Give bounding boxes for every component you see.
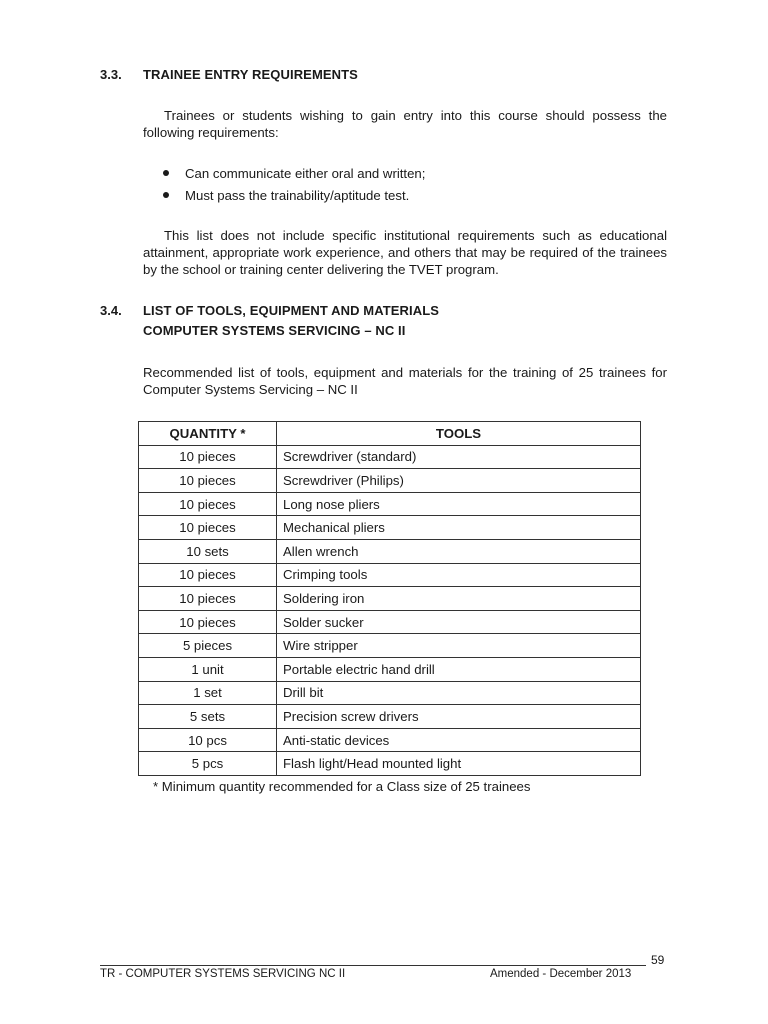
page-number: 59 [651,953,665,967]
tool-cell: Long nose pliers [277,492,641,516]
footer-amendment-date: Amended - December 2013 [490,968,632,980]
quantity-cell: 10 pieces [139,610,277,634]
tool-cell: Wire stripper [277,634,641,658]
intro-paragraph: Trainees or students wishing to gain entry into this course should possess the following requirements: [143,108,667,140]
quantity-cell: 10 pieces [139,563,277,587]
tool-cell: Solder sucker [277,610,641,634]
quantity-cell: 10 pieces [139,587,277,611]
table-row [139,705,641,729]
table-row [139,752,641,776]
quantity-cell: 5 sets [139,705,277,729]
bullet-icon [163,192,169,198]
quantity-cell: 10 pieces [139,492,277,516]
table-footnote: * Minimum quantity recommended for a Class size of 25 trainees [153,779,531,794]
tool-cell: Flash light/Head mounted light [277,752,641,776]
section-number: 3.4. [100,303,122,318]
tools-column-header: TOOLS [277,422,641,446]
table-row [139,492,641,516]
quantity-cell: 10 pcs [139,728,277,752]
tool-cell: Crimping tools [277,563,641,587]
quantity-cell: 10 pieces [139,516,277,540]
table-row [139,587,641,611]
tool-cell: Allen wrench [277,539,641,563]
tool-cell: Portable electric hand drill [277,657,641,681]
tools-table [138,421,641,776]
table-row [139,681,641,705]
tool-cell: Precision screw drivers [277,705,641,729]
table-row [139,657,641,681]
table-row [139,469,641,493]
table-header-row [139,422,641,446]
table-row [139,634,641,658]
table-row [139,445,641,469]
tool-cell: Anti-static devices [277,728,641,752]
table-row [139,610,641,634]
quantity-cell: 10 pieces [139,469,277,493]
footer-divider [100,965,646,966]
requirements-list [163,165,425,209]
table-row [139,563,641,587]
quantity-cell: 5 pcs [139,752,277,776]
table-row [139,516,641,540]
tool-cell: Screwdriver (Philips) [277,469,641,493]
section-subheading: COMPUTER SYSTEMS SERVICING – NC II [143,323,406,338]
tool-cell: Soldering iron [277,587,641,611]
tool-cell: Drill bit [277,681,641,705]
bullet-icon [163,170,169,176]
quantity-cell: 5 pieces [139,634,277,658]
section-heading: LIST OF TOOLS, EQUIPMENT AND MATERIALS [143,303,440,318]
section-number: 3.3. [100,67,122,82]
footer-document-title: TR - COMPUTER SYSTEMS SERVICING NC II [100,968,346,980]
quantity-column-header: QUANTITY * [139,422,277,446]
quantity-cell: 10 pieces [139,445,277,469]
section-heading: TRAINEE ENTRY REQUIREMENTS [143,67,358,82]
table-row [139,539,641,563]
tool-cell: Mechanical pliers [277,516,641,540]
note-paragraph: This list does not include specific institutional requirements such as educational attainment, appropriate work experience, and others that may be required of the trainees by the school or training center delivering the TVET program. [143,228,667,277]
quantity-cell: 1 unit [139,657,277,681]
table-intro-paragraph: Recommended list of tools, equipment and materials for the training of 25 trainees for Computer Systems Servicing – NC II [143,365,667,397]
list-item: Must pass the trainability/aptitude test. [163,187,425,209]
quantity-cell: 1 set [139,681,277,705]
table-row [139,728,641,752]
quantity-cell: 10 sets [139,539,277,563]
tool-cell: Screwdriver (standard) [277,445,641,469]
list-item: Can communicate either oral and written; [163,165,425,187]
